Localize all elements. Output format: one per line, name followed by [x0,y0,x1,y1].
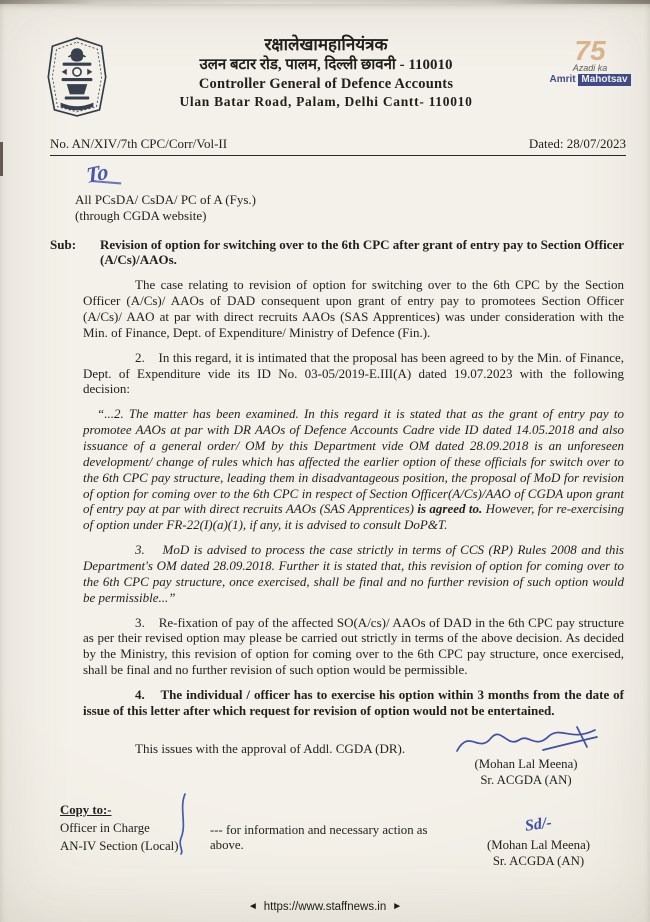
logo-azadi-ka-text: Azadi ka [572,63,608,73]
org-name-hindi: रक्षालेखामहानियंत्रक [264,35,388,54]
org-address-hindi: उलन बटार रोड, पालम, दिल्ली छावनी - 110010 [199,56,453,73]
quoted-decision-paragraph-3: 3. MoD is advised to process the case strictly in terms of CCS (RP) Rules 2008 and this Department's OM dated 28.09.2018. Further it is stated that, this revision of option for coming over to the 6th CPC pay structure, once exercised, shall be final and no further revision of such option would be permissible...” [83,542,624,605]
logo-mahotsav-word: Mahotsav [578,74,630,86]
body-paragraph-4: 4. The individual / officer has to exercise his option within 3 months from the date of issue of this letter after which request for revision of option would not be entertained. [83,686,624,718]
approval-signature-row [50,721,626,789]
reference-row [50,136,626,156]
addressee-line-2: (through CGDA website) [75,208,207,224]
signatory-designation-2: Sr. ACGDA (AN) [492,854,585,869]
signatory-name-2: (Mohan Lal Meena) [486,837,591,852]
copy-recipient-line-2: AN-IV Section (Local) [60,839,179,854]
subject-row [50,237,624,269]
copy-note: --- for information and necessary action as above. [210,823,428,853]
letterhead-text [108,34,544,111]
watermark-footer [0,901,650,913]
handwritten-signature [451,723,601,759]
quote-text-lead: “...2. The matter has been examined. In this regard it is stated that as the grant of entry pay to promotee AAOs at par with DR AAOs of Defence Accounts Cadre vide ID dated 14.05.2018 and also issuance of a general order/ OM by this Department vide OM dated 28.09.2018 is an unforeseen development/ change of rules which has affected the earlier option of these officials for switch over to the 6th CPC pay structure, leading them in disadvantageous position, the proposal of MoD for revision of option for coming over to the 6th CPC in respect of Section Officer(A/Cs)/AAO of CGDA upon grant of entry pay at par with direct recruits AAOs (SAS Apprentices) [83,406,624,517]
copy-section [60,802,626,870]
logo-amrit-word: Amrit [549,74,576,85]
salutation-row [86,160,650,192]
body-paragraph-3: 3. Re-fixation of pay of the affected SO(A/cs)/ AAOs of DAD in the 6th CPC pay structure as per their revised option may please be carried out strictly in terms of the above decision. As decided by the Ministry, this revision of option for coming over to the 6th CPC pay structure, once exercised, shall be final and no further revision of such option would be permissible. [83,614,624,678]
scan-edge-artifact [0,0,650,4]
letter-date: Dated: 28/07/2023 [528,136,626,151]
azadi-amrit-mahotsav-logo [544,34,636,86]
letter-body [0,277,650,718]
handwritten-sd-mark: Sd/- [524,814,553,836]
handwritten-to-mark: To [85,157,116,191]
signature-block-secondary [451,802,626,870]
body-paragraph-1: The case relating to revision of option for switching over to the 6th CPC by the Section Officer (A/Cs)/ AAOs of DAD consequent upon grant of entry pay to promotees Section Officer (A/Cs)/ AAO at par with direct recruits AAOs (SAS Apprentices) was under consideration with the Min. of Finance, Dept. of Expenditure/ Ministry of Defence (Fin.). [83,277,624,340]
signatory-designation: Sr. ACGDA (AN) [480,773,572,788]
copy-recipient-line-1: Officer in Charge [60,821,150,836]
quote-text-tail: However, for re-exercising of option under FR-22(I)(a)(1), if any, it is advised to consult DoP&T. [83,501,624,533]
body-paragraph-2: 2. In this regard, it is intimated that the proposal has been agreed to by the Min. of Finance, Dept. of Expenditure vide its ID No. 03-05/2019-E.III(A) dated 19.07.2023 with the following decision: [83,349,624,397]
addressee-block [75,192,650,225]
subject-text: Revision of option for switching over to the 6th CPC after grant of entry pay to Section Officer (A/Cs)/AAOs. [100,236,624,268]
letterhead [0,32,650,123]
approval-line: This issues with the approval of Addl. CGDA (DR). [135,740,406,756]
org-name-english: Controller General of Defence Accounts [198,75,454,92]
file-number: No. AN/XIV/7th CPC/Corr/Vol-II [50,136,228,151]
signature-block-primary [426,721,626,789]
right-arrow-icon: ► [392,901,403,912]
logo-75-number: 75 [574,35,606,66]
org-address-english: Ulan Batar Road, Palam, Delhi Cantt- 110010 [179,94,473,110]
handwritten-pen-stroke [172,792,194,856]
addressee-line-1: All PCsDA/ CsDA/ PC of A (Fys.) [75,192,256,207]
scan-margin-artifact [0,142,3,176]
copy-to-label: Copy to:- [60,803,112,818]
signatory-name: (Mohan Lal Meena) [474,756,578,771]
subject-label: Sub: [50,236,77,252]
left-arrow-icon: ◄ [247,901,258,912]
quoted-decision-paragraph [83,406,624,533]
india-state-emblem-icon [46,36,108,123]
footer-url: https://www.staffnews.in [263,901,387,913]
logo-amrit-mahotsav-text [544,74,636,86]
quote-text-bold: is agreed to. [417,501,483,517]
